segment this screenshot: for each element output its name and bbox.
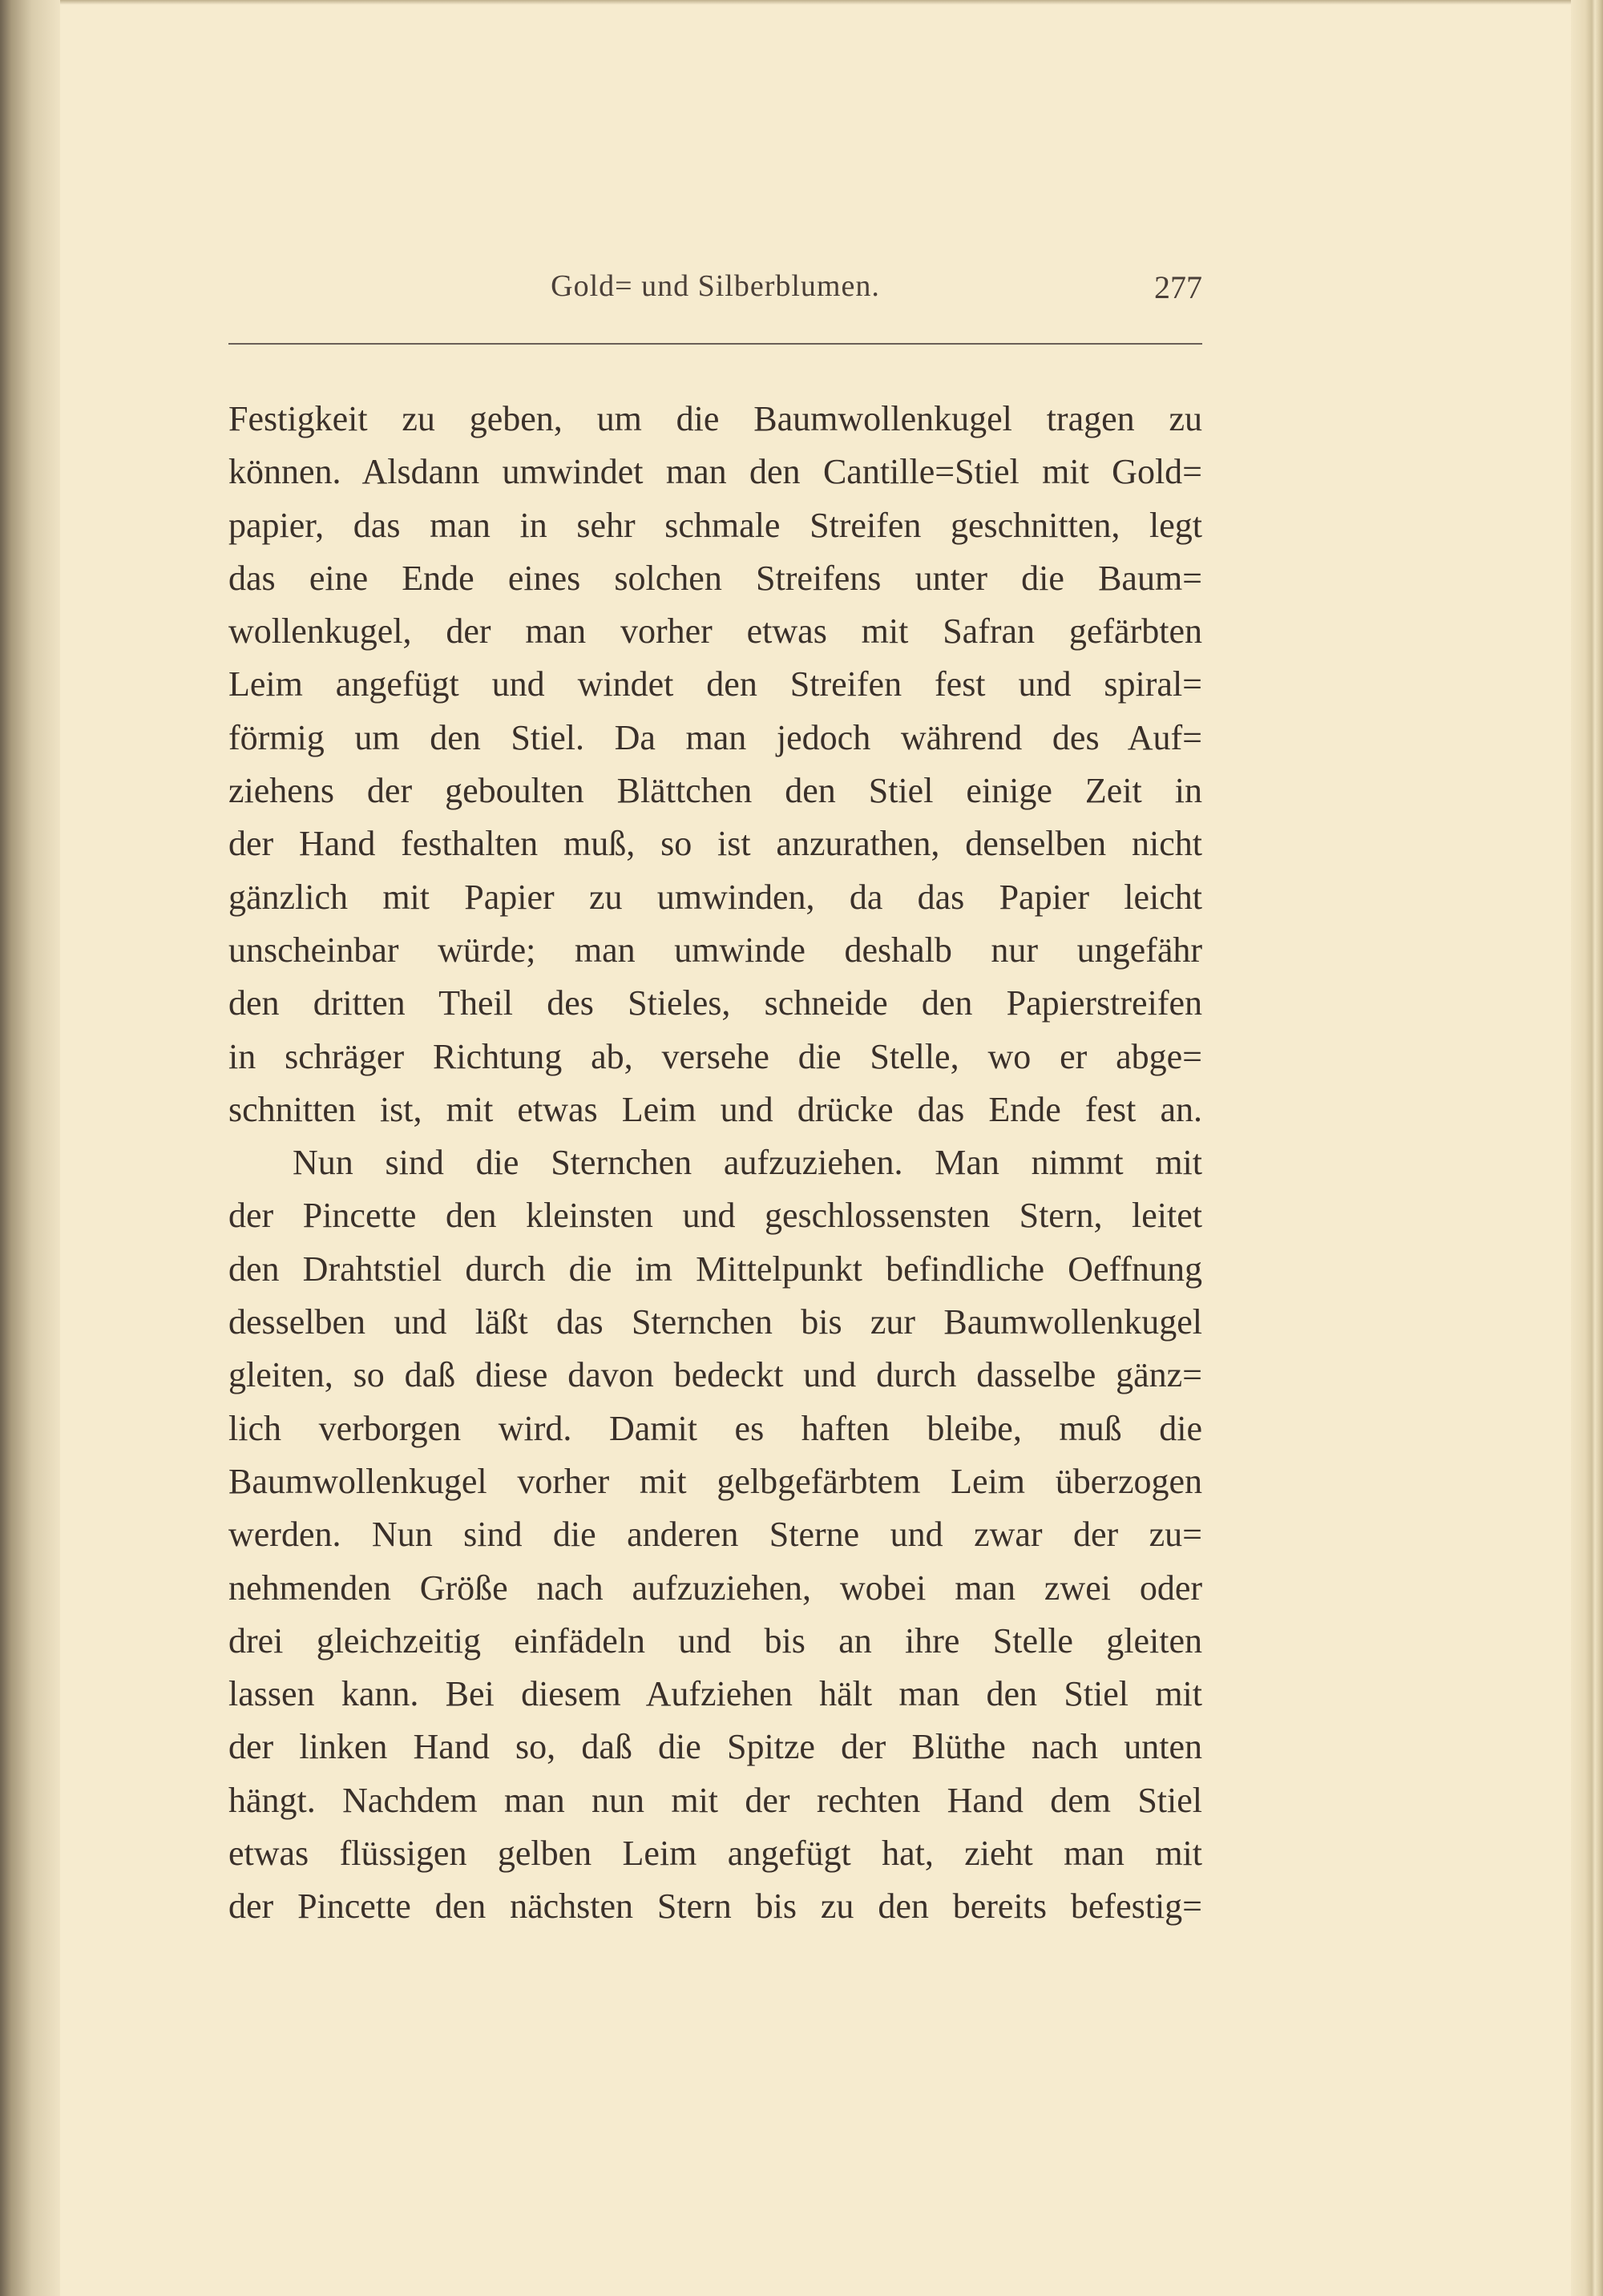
text-line: können. Alsdann umwindet man den Cantille=Stiel mit Gold= [228, 452, 1202, 492]
text-line: papier, das man in sehr schmale Streifen geschnitten, legt [228, 505, 1202, 545]
running-title: Gold= und Silberblumen. [551, 269, 880, 303]
text-line: das eine Ende eines solchen Streifens unter die Baum= [228, 558, 1202, 598]
text-line: schnitten ist, mit etwas Leim und drücke das Ende fest an. [228, 1089, 1202, 1129]
text-line: förmig um den Stiel. Da man jedoch während des Auf= [228, 717, 1202, 757]
text-line: gleiten, so daß diese davon bedeckt und durch dasselbe gänz= [228, 1355, 1202, 1395]
page-top-edge [0, 0, 1603, 5]
text-line: Leim angefügt und windet den Streifen fest und spiral= [228, 664, 1202, 704]
text-line: wollenkugel, der man vorher etwas mit Safran gefärbten [228, 611, 1202, 652]
text-line: desselben und läßt das Sternchen bis zur Baumwollenkugel [228, 1302, 1202, 1342]
text-line: unscheinbar würde; man umwinde deshalb nur ungefähr [228, 930, 1202, 970]
text-line: drei gleichzeitig einfädeln und bis an ihre Stelle gleiten [228, 1620, 1202, 1660]
text-line: Festigkeit zu geben, um die Baumwollenkugel tragen zu [228, 399, 1202, 438]
text-line: der Pincette den nächsten Stern bis zu den bereits befestig= [228, 1886, 1202, 1927]
text-line: lich verborgen wird. Damit es haften bleibe, muß die [228, 1408, 1202, 1448]
text-line: ziehens der geboulten Blättchen den Stiel einige Zeit in [228, 771, 1202, 811]
text-line: Nun sind die Sternchen aufzuziehen. Man nimmt mit [293, 1143, 1202, 1183]
header-rule [228, 343, 1202, 345]
text-line: etwas flüssigen gelben Leim angefügt hat, zieht man mit [228, 1834, 1202, 1874]
body-text [228, 393, 1202, 1934]
text-line: nehmenden Größe nach aufzuziehen, wobei man zwei oder [228, 1568, 1202, 1608]
page-header [228, 268, 1202, 317]
text-line: werden. Nun sind die anderen Sterne und zwar der zu= [228, 1515, 1202, 1555]
text-line: lassen kann. Bei diesem Aufziehen hält man den Stiel mit [228, 1674, 1202, 1714]
page-stack-edge [1571, 0, 1603, 2296]
book-binding-shadow [0, 0, 60, 2296]
text-line: in schräger Richtung ab, versehe die Stelle, wo er abge= [228, 1036, 1202, 1076]
text-line: der Hand festhalten muß, so ist anzurathen, denselben nicht [228, 824, 1202, 864]
text-line: hängt. Nachdem man nun mit der rechten Hand dem Stiel [228, 1780, 1202, 1820]
text-line: den dritten Theil des Stieles, schneide den Papierstreifen [228, 983, 1202, 1023]
text-line: der Pincette den kleinsten und geschlossensten Stern, leitet [228, 1196, 1202, 1236]
text-line: gänzlich mit Papier zu umwinden, da das Papier leicht [228, 877, 1202, 917]
text-line: den Drahtstiel durch die im Mittelpunkt befindliche Oeffnung [228, 1249, 1202, 1289]
text-line: Baumwollenkugel vorher mit gelbgefärbtem Leim überzogen [228, 1461, 1202, 1501]
page-number: 277 [1154, 269, 1202, 305]
text-line: der linken Hand so, daß die Spitze der Blüthe nach unten [228, 1727, 1202, 1767]
